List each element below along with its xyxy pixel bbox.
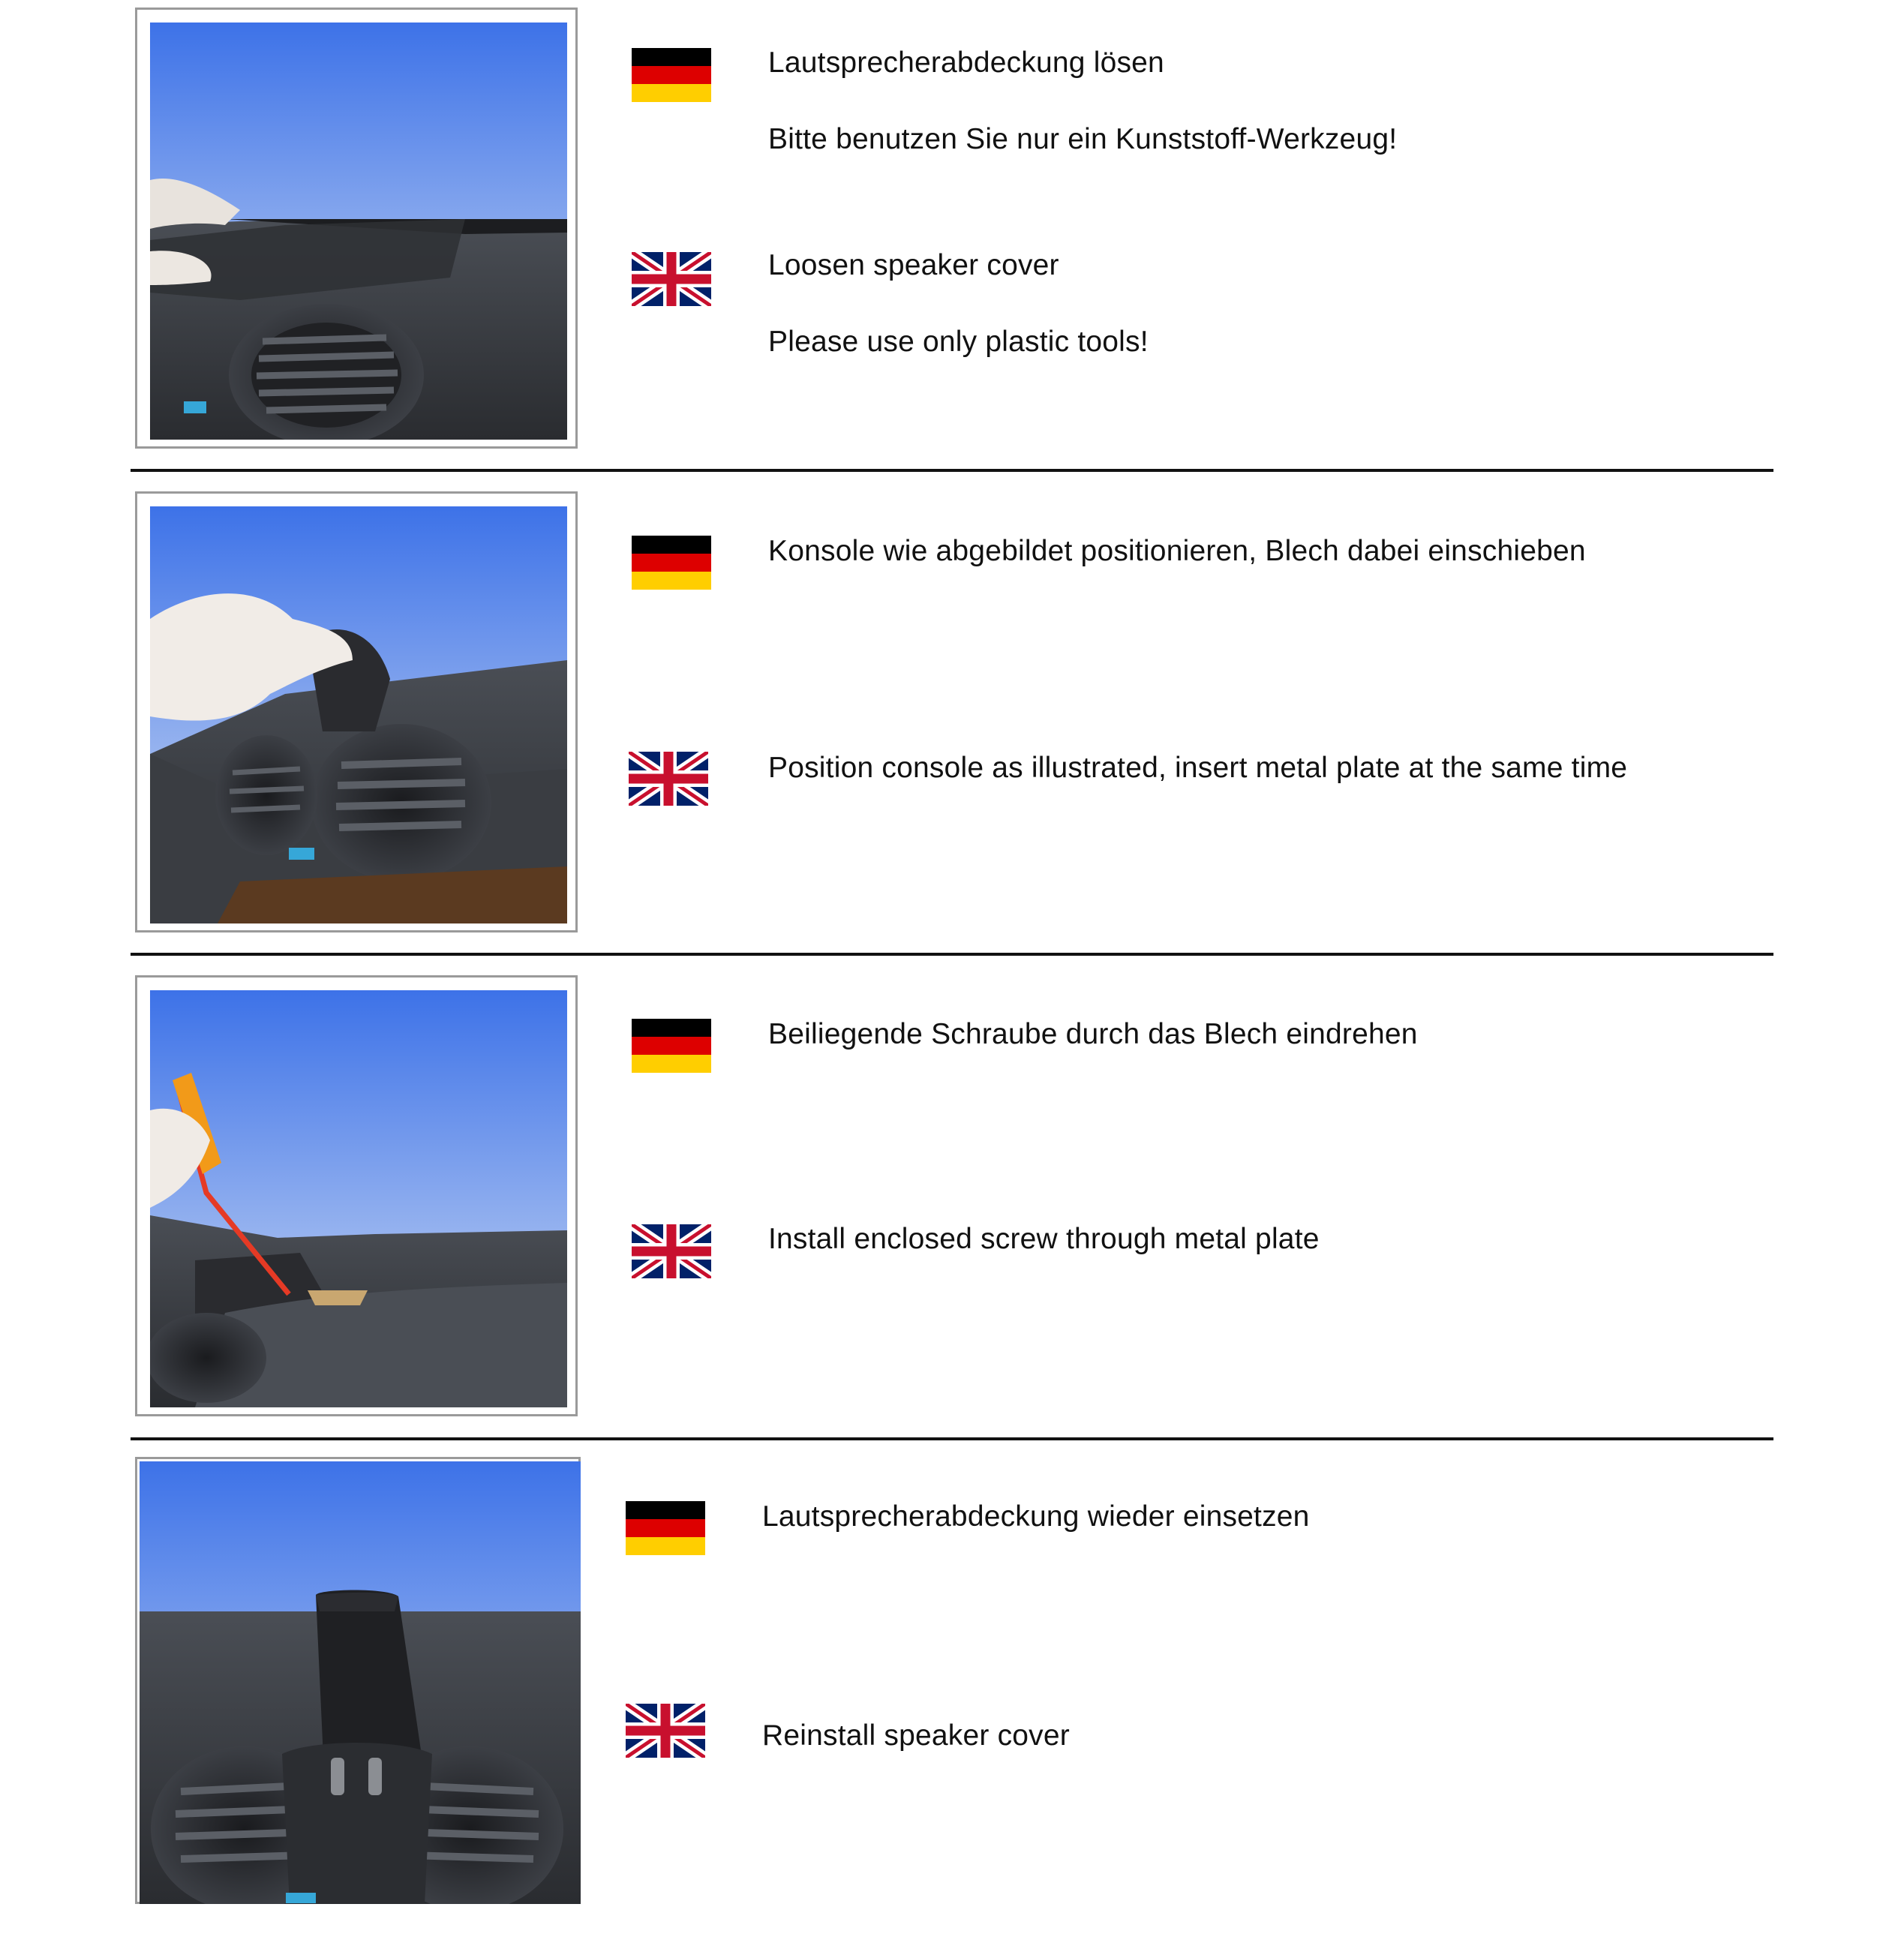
step-divider	[131, 953, 1773, 956]
step-1	[0, 0, 1904, 486]
step-4-de-title: Lautsprecherabdeckung wieder einsetzen	[762, 1500, 1310, 1533]
step-divider	[131, 1437, 1773, 1440]
german-flag-icon	[626, 1501, 705, 1555]
step-4-photo-frame	[135, 1457, 581, 1904]
german-flag-icon	[632, 536, 711, 590]
step-1-en-title: Loosen speaker cover	[768, 249, 1059, 281]
step-divider	[131, 469, 1773, 472]
step-2-en-title: Position console as illustrated, insert metal plate at the same time	[768, 752, 1628, 784]
german-flag-icon	[632, 1019, 711, 1073]
step-1-de-note: Bitte benutzen Sie nur ein Kunststoff-Werkzeug!	[768, 123, 1398, 155]
union-jack-flag-icon	[626, 1704, 705, 1758]
union-jack-flag-icon	[632, 252, 711, 306]
step-1-de-title: Lautsprecherabdeckung lösen	[768, 47, 1164, 79]
step-3-de-title: Beiliegende Schraube durch das Blech eindrehen	[768, 1018, 1418, 1050]
german-flag-icon	[632, 48, 711, 102]
union-jack-flag-icon	[632, 1224, 711, 1278]
step-3	[0, 968, 1904, 1454]
step-4	[0, 1448, 1904, 1934]
step-1-photo-frame	[135, 8, 578, 449]
step-2-photo-frame	[135, 491, 578, 932]
step-3-en-title: Install enclosed screw through metal plate	[768, 1223, 1320, 1255]
step-4-en-title: Reinstall speaker cover	[762, 1719, 1070, 1752]
step-2-photo	[150, 506, 567, 923]
union-jack-flag-icon	[629, 752, 708, 806]
step-4-photo	[140, 1461, 581, 1904]
step-1-photo	[150, 23, 567, 440]
step-3-photo-frame	[135, 975, 578, 1416]
step-1-en-note: Please use only plastic tools!	[768, 326, 1149, 358]
step-2	[0, 484, 1904, 970]
step-2-de-title: Konsole wie abgebildet positionieren, Blech dabei einschieben	[768, 535, 1586, 567]
step-3-photo	[150, 990, 567, 1407]
